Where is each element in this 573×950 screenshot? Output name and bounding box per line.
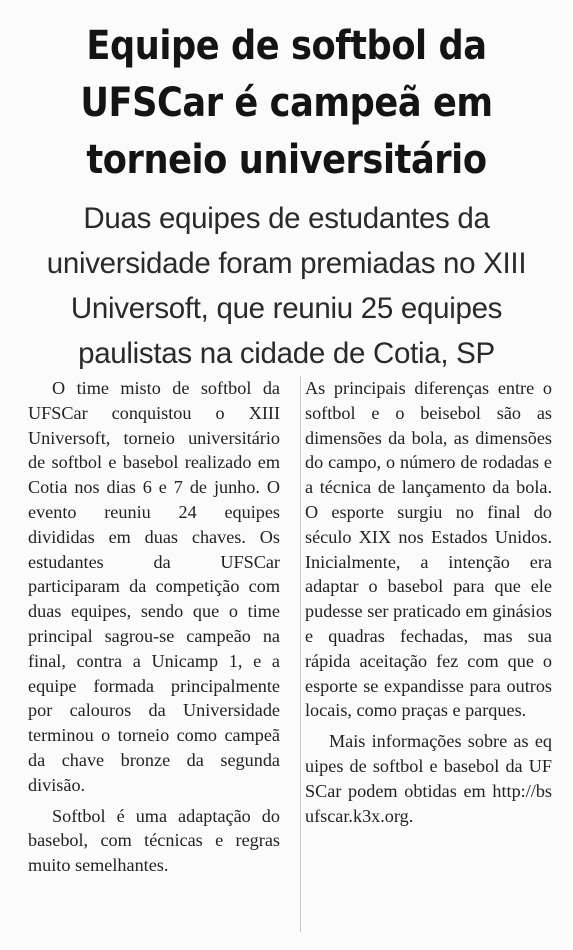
- article-subheadline: [12, 196, 561, 376]
- body-paragraph: Softbol é uma adaptação do basebol, com técnicas e regras muito semelhantes.: [28, 805, 280, 876]
- headline-line: UFSCar é campeã em: [80, 80, 493, 126]
- body-paragraph: As principais diferenças entre o softbol e o beisebol são as dimensões da bola, as dimensões do campo, o número de rodadas e a técnica de lançamento da bola. O esporte surgiu no final do século XIX nos Estados Unidos. Inicialmente, a intenção era adaptar o basebol para que ele pudesse ser praticado em ginásios e quadras fechadas, mas sua rápida aceitação fez com que o esporte se expandisse para outros locais, como praças e parques.: [305, 378, 552, 721]
- body-column-left: [28, 376, 280, 932]
- subhead-line: Universoft, que reuniu 25 equipes: [70, 292, 503, 325]
- subhead-line: paulistas na cidade de Cotia, SP: [78, 337, 495, 370]
- headline-line: torneio universitário: [86, 137, 487, 183]
- subhead-line: universidade foram premiadas no XIII: [46, 247, 527, 280]
- article-headline: [52, 18, 521, 189]
- body-paragraph: O time misto de softbol da UFSCar conquistou o XIII Universoft, torneio universitário de softbol e basebol realizado em Cotia nos dias 6 e 7 de junho. O evento reuniu 24 equipes divididas em duas chaves. Os estudantes da UFSCar participaram da competição com duas equipes, sendo que o time principal sagrou-se campeão na final, contra a Unicamp 1, e a equipe formada principalmente por calouros da Universidade terminou o torneio como campeã da chave bronze da segunda divisão.: [28, 378, 280, 795]
- article-body: [28, 376, 552, 932]
- body-column-right: [300, 376, 552, 932]
- subhead-line: Duas equipes de estudantes da: [83, 202, 490, 235]
- contact-paragraph: Mais informações sobre as equipes de softbol e basebol da UFSCar podem obtidas em http://bsufscar.k3x.org.: [305, 731, 552, 826]
- headline-line: Equipe de softbol da: [86, 23, 487, 69]
